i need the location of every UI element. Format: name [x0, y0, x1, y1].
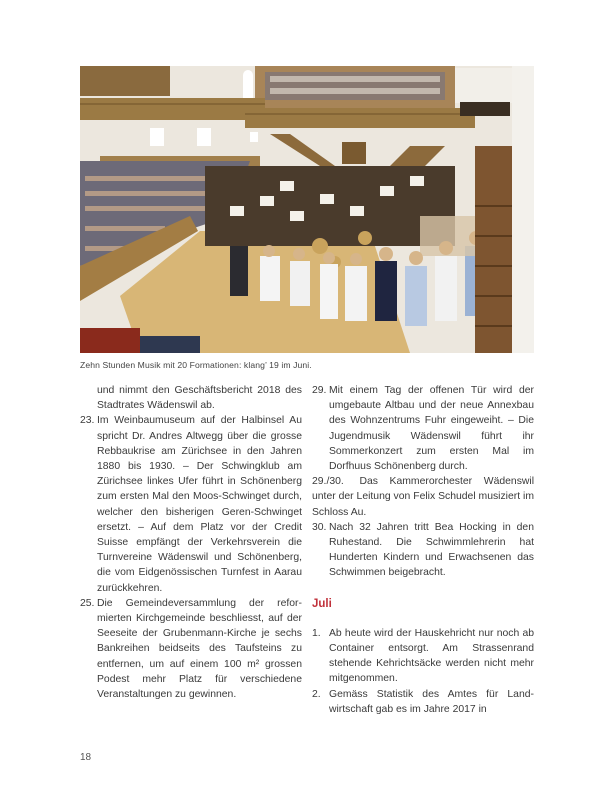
entry-number: 30.: [312, 521, 327, 533]
entry-july-1: [312, 626, 534, 687]
entry-text: Das Kammerorchester Wädenswil unter der Leitung von Felix Schudel musiziert im Schloss Au.: [312, 476, 535, 518]
entry-number: 2.: [312, 688, 321, 700]
entry-number: 25.: [80, 597, 95, 609]
entry-29: [312, 383, 534, 474]
figure-caption: Zehn Stunden Musik mit 20 Formationen: klang’ 19 im Juni.: [80, 360, 312, 370]
entry-text: Im Weinbaumuseum auf der Halbinsel Au spricht Dr. Andres Altwegg über die grosse Rebbaukrise am Zürichsee in den Jahren 1880 bis 1930. – Der Schwingklub am Zürichsee linkes Ufer führt in Schönenberg zum ersten Mal den Moos-Schwinget durch, welcher den bisherigen Geren-Schwinget ersetzt. – Auf dem Platz vor der Credit Suisse empfängt der Verkehrsverein die Turnvereine Wädenswil und Schönenberg, die vom Eidgenössischen Turnfest in Aarau zurückkehren.: [97, 415, 302, 594]
entry-number: 29./30.: [312, 476, 344, 488]
concert-hall-illustration: [80, 66, 534, 353]
concert-photo: [80, 66, 534, 353]
entry-number: 1.: [312, 627, 321, 639]
entry-text: Die Gemeindeversammlung der reformierten Kirchgemeinde beschliesst, auf der Seeseite der Grubenmann-Kirche je sechs Bankreihen beidseits des Taufsteins zu entfernen, um auf einem 100 m² grossen Podest mehr Platz für verschiedene Veranstaltungen zu gewinnen.: [97, 597, 302, 701]
entry-number: 23.: [80, 415, 95, 427]
entry-july-2: [312, 687, 534, 717]
entry-29-30: [312, 474, 534, 520]
entry-25: [80, 596, 302, 702]
entry-30: [312, 520, 534, 581]
entry-number: 29.: [312, 385, 327, 396]
left-column: [80, 383, 302, 702]
entry-text: Ab heute wird der Hauskehricht nur noch ab Container entsorgt. Am Strassenrand stehende Kehrichtsäcke werden nicht mehr mitgenommen.: [329, 627, 534, 685]
right-column: [312, 383, 534, 717]
month-heading: Juli: [312, 597, 332, 610]
entry-text: Gemäss Statistik des Amtes für Landwirtschaft gab es im Jahre 2017 in: [329, 688, 534, 715]
page-number: 18: [80, 752, 92, 763]
entry-23: [80, 413, 302, 595]
entry-text: Nach 32 Jahren tritt Bea Hocking in den Ruhestand. Die Schwimmlehrerin hat Hunderten Kindern und Erwachsenen das Schwimmen beigebracht.: [329, 521, 534, 579]
continuation-text: und nimmt den Geschäftsbericht 2018 des Stadtrates Wädenswil ab.: [97, 385, 302, 412]
entry-text: Mit einem Tag der offenen Tür wird der umgebaute Altbau und der neue Annexbau des Wohnzentrums Fuhr eingeweiht. – Die Jugendmusik Wädenswil führt ihr Sommerkonzert zum ersten Mal im Dorfhuus Schönenberg durch.: [329, 385, 534, 473]
